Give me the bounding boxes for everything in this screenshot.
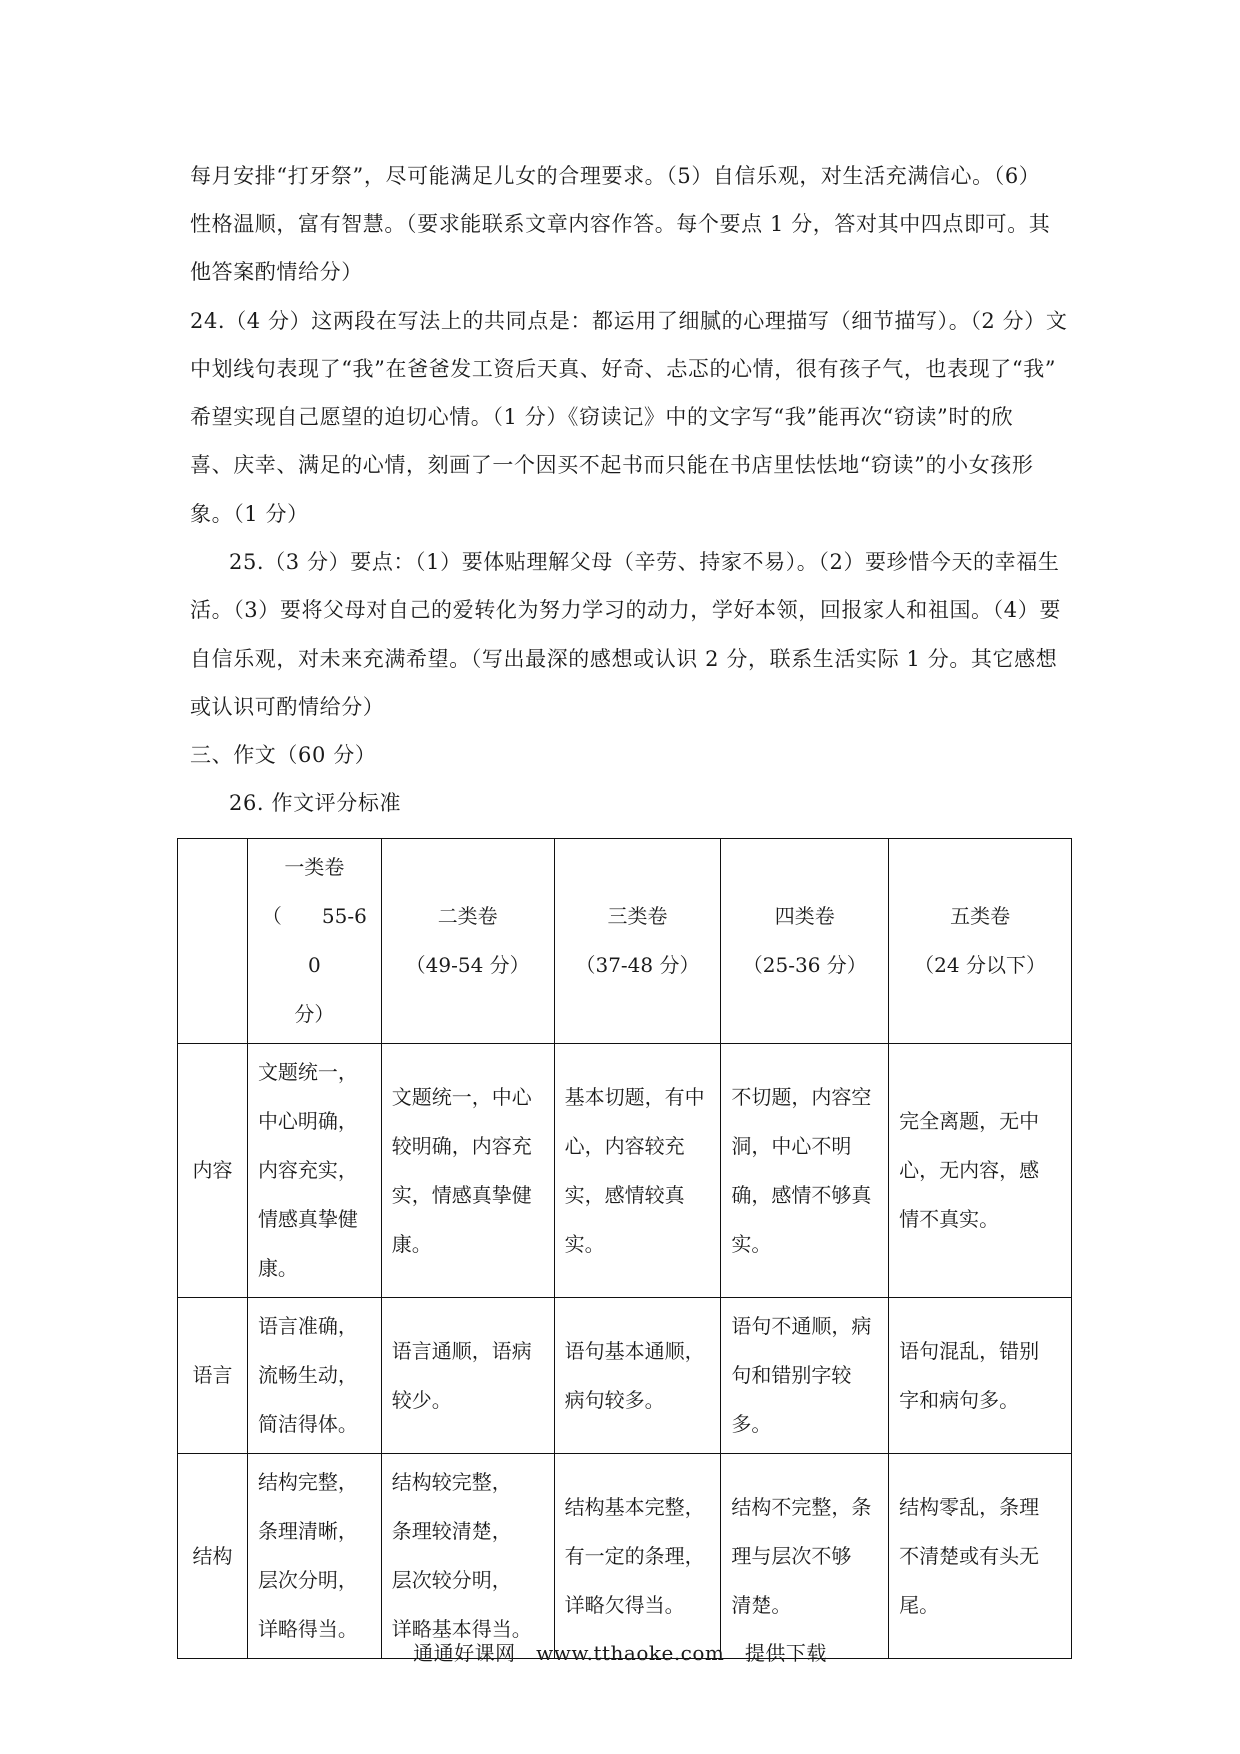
table-row-structure — [178, 1454, 1072, 1659]
answer-25-line: 活。（3）要将父母对自己的爱转化为努力学习的动力，学好本领，回报家人和祖国。（4）要 — [190, 598, 1061, 622]
table-row-content — [178, 1044, 1072, 1298]
table-caption: 26. 作文评分标准 — [229, 791, 402, 815]
table-cell: 语言通顺，语病 较少。 — [381, 1298, 554, 1454]
table-cell: 语句不通顺，病 句和错别字较 多。 — [721, 1298, 889, 1454]
answer-text-line: 他答案酌情给分） — [190, 260, 363, 284]
row-label: 内容 — [178, 1044, 248, 1298]
table-cell: 不切题，内容空 洞，中心不明 确，感情不够真 实。 — [721, 1044, 889, 1298]
row-label: 语言 — [178, 1298, 248, 1454]
table-cell: 结构完整， 条理清晰， 层次分明， 详略得当。 — [247, 1454, 381, 1659]
answer-25-line: 25.（3 分）要点：（1）要体贴理解父母（辛劳、持家不易）。（2）要珍惜今天的幸福生 — [229, 550, 1060, 574]
answer-24-line: 象。（1 分） — [190, 502, 309, 526]
section-heading: 三、作文（60 分） — [190, 743, 377, 767]
table-cell: 文题统一，中心 较明确，内容充 实，情感真挚健 康。 — [381, 1044, 554, 1298]
table-cell: 结构基本完整， 有一定的条理， 详略欠得当。 — [554, 1454, 721, 1659]
header-cell-grade-3: 三类卷 （37-48 分） — [554, 839, 721, 1044]
table-cell: 完全离题，无中 心，无内容，感 情不真实。 — [889, 1044, 1072, 1298]
header-cell-grade-4: 四类卷 （25-36 分） — [721, 839, 889, 1044]
answer-24-line: 24.（4 分）这两段在写法上的共同点是：都运用了细腻的心理描写（细节描写）。（2 分）文 — [190, 309, 1068, 333]
answer-25-line: 自信乐观，对未来充满希望。（写出最深的感想或认识 2 分，联系生活实际 1 分。其它感想 — [190, 647, 1058, 671]
header-cell-empty — [178, 839, 248, 1044]
essay-scoring-table — [177, 838, 1072, 1659]
table-cell: 基本切题，有中 心，内容较充 实，感情较真 实。 — [554, 1044, 721, 1298]
table-cell: 语言准确， 流畅生动， 简洁得体。 — [247, 1298, 381, 1454]
table-cell: 结构零乱，条理 不清楚或有头无 尾。 — [889, 1454, 1072, 1659]
table-cell: 语句基本通顺， 病句较多。 — [554, 1298, 721, 1454]
answer-25-line: 或认识可酌情给分） — [190, 695, 385, 719]
header-cell-grade-1: 一类卷 （ 55-60 分） — [247, 839, 381, 1044]
table-header-row — [178, 839, 1072, 1044]
answer-text-line: 每月安排“打牙祭”，尽可能满足儿女的合理要求。（5）自信乐观，对生活充满信心。（6） — [190, 164, 1041, 188]
answer-24-line: 希望实现自己愿望的迫切心情。（1 分）《窃读记》中的文字写“我”能再次“窃读”时的欣 — [190, 405, 1014, 429]
table-cell: 文题统一， 中心明确， 内容充实， 情感真挚健 康。 — [247, 1044, 381, 1298]
answer-24-line: 中划线句表现了“我”在爸爸发工资后天真、好奇、忐忑的心情，很有孩子气，也表现了“我” — [190, 357, 1057, 381]
page-footer: 通通好课网 www.tthaoke.com 提供下载 — [413, 1641, 827, 1665]
table-cell: 结构不完整，条 理与层次不够 清楚。 — [721, 1454, 889, 1659]
header-cell-grade-5: 五类卷 （24 分以下） — [889, 839, 1072, 1044]
answer-24-line: 喜、庆幸、满足的心情，刻画了一个因买不起书而只能在书店里怯怯地“窃读”的小女孩形 — [190, 453, 1034, 477]
table-cell: 结构较完整， 条理较清楚， 层次较分明， 详略基本得当。 — [381, 1454, 554, 1659]
header-cell-grade-2: 二类卷 （49-54 分） — [381, 839, 554, 1044]
table-row-language — [178, 1298, 1072, 1454]
answer-text-line: 性格温顺，富有智慧。（要求能联系文章内容作答。每个要点 1 分，答对其中四点即可。其 — [190, 212, 1051, 236]
row-label: 结构 — [178, 1454, 248, 1659]
table-cell: 语句混乱，错别 字和病句多。 — [889, 1298, 1072, 1454]
